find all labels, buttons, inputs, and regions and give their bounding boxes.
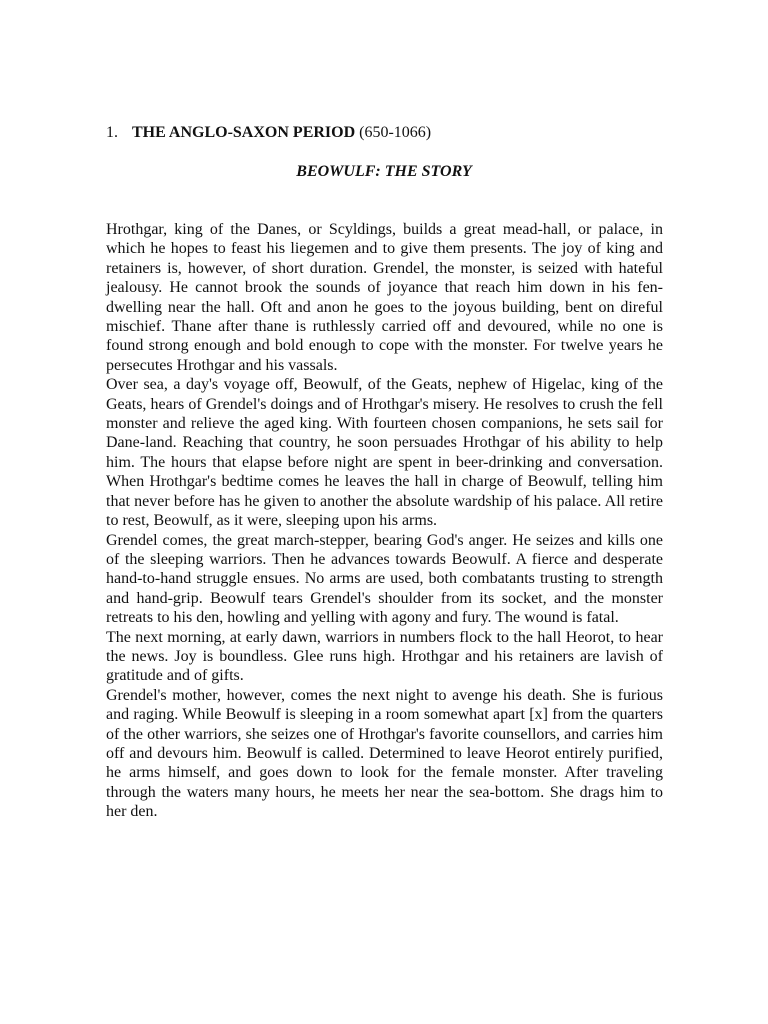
paragraph: Grendel's mother, however, comes the next night to avenge his death. She is furious and raging. While Beowulf is sleeping in a room somewhat apart [x] from the quarters of the other warriors, she seizes one of Hrothgar's favorite counsellors, and carries him off and devours him. Beowulf is called. Determined to leave Heorot entirely purified, he arms himself, and goes down to look for the female monster. After traveling through the waters many hours, he meets her near the sea-bottom. She drags him to her den. [106,686,663,821]
story-title: BEOWULF: THE STORY [296,163,472,180]
paragraph: Grendel comes, the great march-stepper, bearing God's anger. He seizes and kills one of the sleeping warriors. Then he advances towards Beowulf. A fierce and desperate hand-to-hand struggle ensues. No arms are used, both combatants trusting to strength and hand-grip. Beowulf tears Grendel's shoulder from its socket, and the monster retreats to his den, howling and yelling with agony and fury. The wound is fatal. [106,531,663,627]
section-number: 1. [106,124,118,141]
section-title: THE ANGLO-SAXON PERIOD [132,124,356,141]
paragraph: Over sea, a day's voyage off, Beowulf, of the Geats, nephew of Higelac, king of the Geats, hears of Grendel's doings and of Hrothgar's misery. He resolves to crush the fell monster and relieve the aged king. With fourteen chosen companions, he sets sail for Dane-land. Reaching that country, he soon persuades Hrothgar of his ability to help him. The hours that elapse before night are spent in beer-drinking and conversation. When Hrothgar's bedtime comes he leaves the hall in charge of Beowulf, telling him that never before has he given to another the absolute wardship of his palace. All retire to rest, Beowulf, as it were, sleeping upon his arms. [106,376,663,530]
paragraph: Hrothgar, king of the Danes, or Scyldings, builds a great mead-hall, or palace, in which he hopes to feast his liegemen and to give them presents. The joy of king and retainers is, however, of short duration. Grendel, the monster, is seized with hateful jealousy. He cannot brook the sounds of joyance that reach him down in his fen-dwelling near the hall. Oft and anon he goes to the joyous building, bent on direful mischief. Thane after thane is ruthlessly carried off and devoured, while no one is found strong enough and bold enough to cope with the monster. For twelve years he persecutes Hrothgar and his vassals. [106,221,663,374]
section-dates: (650-1066) [359,124,432,141]
section-heading [106,123,431,143]
story-body [106,220,663,822]
paragraph: The next morning, at early dawn, warriors in numbers flock to the hall Heorot, to hear the news. Joy is boundless. Glee runs high. Hrothgar and his retainers are lavish of gratitude and of gifts. [106,628,663,685]
